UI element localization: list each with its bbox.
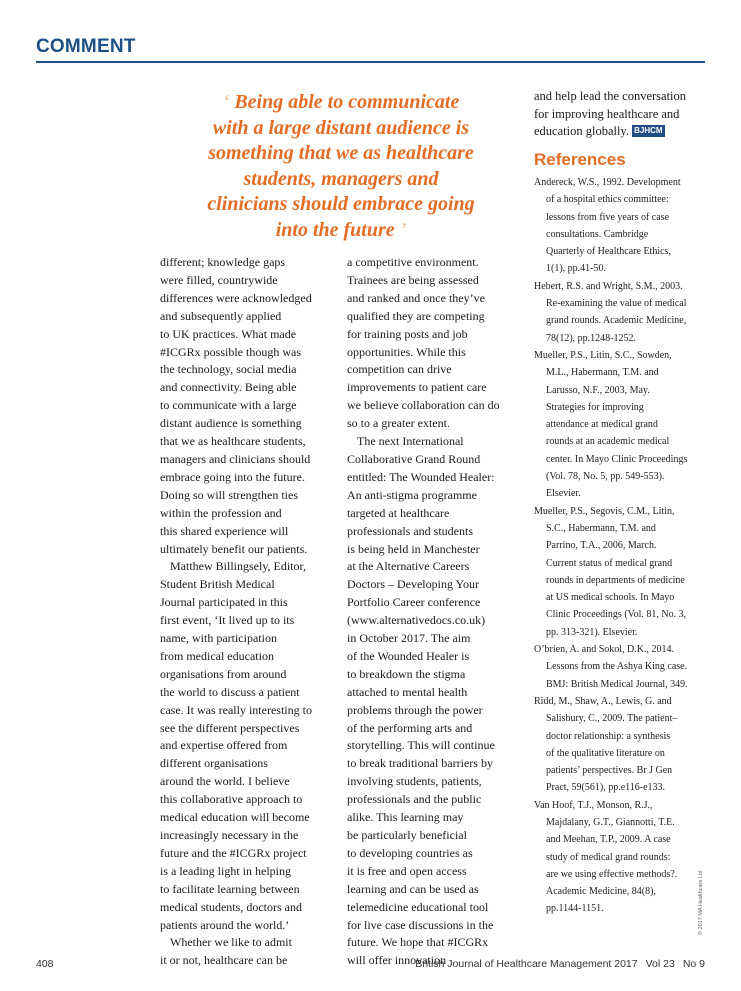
header-divider [36, 61, 705, 63]
text-line: for training posts and job [347, 326, 468, 341]
pull-quote-line [158, 116, 524, 142]
text-line: #ICGRx possible though was [160, 344, 301, 359]
text-line: we believe collaboration can do [347, 398, 500, 413]
text-line: so to a greater extent. [347, 416, 450, 431]
pull-quote [158, 90, 524, 243]
text-line: ultimately benefit our patients. [160, 541, 308, 556]
reference-item [534, 641, 714, 693]
reference-line: study of medical grand rounds: [546, 851, 671, 863]
text-line: future and the #ICGRx project [160, 845, 307, 860]
body-column-3 [534, 88, 709, 141]
journal-issue: No 9 [682, 958, 705, 970]
text-line: from medical education [160, 648, 274, 663]
text-line: organisations from around [160, 666, 287, 681]
pull-quote-text: clinicians should embrace going [207, 193, 475, 215]
text-line: targeted at healthcare [347, 505, 450, 520]
reference-line: of a hospital ethics committee: [546, 194, 669, 206]
text-line: (www.alternativedocs.co.uk) [347, 613, 486, 628]
text-line: future. We hope that #ICGRx [347, 935, 489, 950]
reference-line: Parrino, T.A., 2006, March. [546, 540, 657, 552]
text-line: to facilitate learning between [160, 881, 300, 896]
reference-line: Elsevier. [546, 488, 581, 500]
text-line: this collaborative approach to [160, 792, 303, 807]
reference-line: lessons from five years of case [546, 211, 670, 223]
text-line: The next International [357, 434, 464, 449]
reference-item [534, 693, 714, 797]
text-line: at the Alternative Careers [347, 559, 470, 574]
text-line: it or not, healthcare can be [160, 953, 288, 968]
section-title: COMMENT [36, 36, 136, 57]
text-line: be particularly beneficial [347, 828, 467, 842]
reference-line: Clinic Proceedings (Vol. 81, No. 3, [546, 609, 687, 621]
reference-line: doctor relationship: a synthesis [546, 730, 671, 742]
text-line: professionals and the public [347, 792, 482, 807]
text-line: Doctors – Developing Your [347, 577, 479, 592]
text-line: it is free and open access [347, 863, 467, 878]
pull-quote-text: Being able to communicate [234, 91, 460, 113]
reference-item [534, 347, 714, 503]
text-line: managers and clinicians should [160, 451, 311, 466]
reference-line: O’brien, A. and Sokol, D.K., 2014. [534, 644, 674, 656]
text-line: problems through the power [347, 702, 483, 717]
text-line: medical students, doctors and [160, 899, 302, 914]
pull-quote-text: students, managers and [243, 167, 439, 190]
reference-line: grand rounds. Academic Medicine, [546, 315, 687, 327]
text-line: Trainees are being assessed [347, 272, 479, 287]
pull-quote-line [158, 192, 524, 218]
text-line: see the different perspectives [160, 720, 300, 735]
text-line: embrace going into the future. [160, 469, 305, 484]
text-line: were filled, countrywide [160, 272, 278, 287]
reference-line: pp.1144-1151. [546, 903, 604, 915]
text-line: to breakdown the stigma [347, 666, 466, 681]
reference-item [534, 278, 714, 347]
reference-line: Ridd, M., Shaw, A., Lewis, G. and [534, 695, 672, 707]
text-line: An anti-stigma programme [347, 487, 477, 502]
text-line: storytelling. This will continue [347, 738, 495, 753]
text-line: Doing so will strengthen ties [160, 487, 298, 502]
text-line: Student British Medical [160, 577, 275, 592]
text-line: is being held in Manchester [347, 541, 480, 556]
reference-line: Re-examining the value of medical [546, 298, 687, 310]
reference-line: are we using effective methods?. [546, 868, 678, 880]
reference-line: M.L., Habermann, T.M. and [546, 367, 659, 379]
open-quote-mark: ‘ [222, 91, 230, 113]
text-line: Matthew Billingsely, Editor, [170, 559, 307, 574]
pull-quote-line [158, 218, 524, 244]
text-line: around the world. I believe [160, 774, 290, 789]
pull-quote-text: with a large distant audience is [212, 116, 470, 139]
reference-line: rounds at an academic medical [546, 436, 670, 448]
reference-line: and Meehan, T.P., 2009. A case [546, 834, 671, 846]
text-line: a competitive environment. [347, 255, 479, 269]
reference-line: pp. 313-321). Elsevier. [546, 626, 638, 638]
text-line: and subsequently applied [160, 308, 282, 323]
journal-footer [407, 958, 705, 970]
reference-line: Strategies for improving [546, 401, 644, 413]
text-line: qualified they are competing [347, 308, 485, 323]
text-line [534, 123, 709, 141]
bjhcm-end-mark: BJHCM [634, 126, 663, 135]
close-quote-mark: ’ [399, 218, 407, 241]
text-line: Whether we like to admit [170, 935, 292, 950]
text-line: name, with participation [160, 631, 277, 646]
text-line: telemedicine educational tool [347, 899, 489, 914]
page-number: 408 [36, 958, 54, 970]
text-line: of the Wounded Healer is [347, 648, 470, 663]
reference-line: Quarterly of Healthcare Ethics, [546, 246, 671, 258]
text-line: to communicate with a large [160, 398, 297, 413]
text-line: this shared experience will [160, 523, 289, 538]
reference-line: Salisbury, C., 2009. The patient– [546, 713, 678, 725]
text-line: in October 2017. The aim [347, 631, 471, 646]
text-line: case. It was really interesting to [160, 702, 312, 717]
reference-line: 78(12), pp.1248-1252. [546, 332, 636, 344]
text-line: improvements to patient care [347, 380, 487, 395]
text-line: to break traditional barriers by [347, 756, 493, 771]
text-line-end: education globally. [534, 124, 629, 138]
text-line: first event, ‘It lived up to its [160, 613, 295, 628]
text-line: Journal participated in this [160, 595, 288, 610]
text-line: opportunities. While this [347, 344, 466, 359]
references-heading: References [534, 150, 626, 169]
text-line: involving students, patients, [347, 774, 482, 789]
text-line: and help lead the conversation [534, 89, 687, 103]
reference-line: attendance at medical grand [546, 419, 658, 431]
text-line: alike. This learning may [347, 810, 464, 825]
reference-line: Larusso, N.F., 2003, May. [546, 384, 650, 396]
text-line: for live case discussions in the [347, 917, 494, 932]
text-line: and connectivity. Being able [160, 380, 297, 395]
reference-line: Current status of medical grand [546, 557, 673, 569]
journal-name: British Journal of Healthcare Management 2017 [415, 958, 638, 970]
reference-line: Lessons from the Ashya King case. [546, 661, 688, 673]
reference-line: Mueller, P.S., Litin, S.C., Sowden, [534, 349, 672, 361]
reference-item [534, 797, 714, 918]
body-column-2 [347, 254, 517, 970]
copyright-notice: © 2017 MA Healthcare Ltd [698, 870, 704, 935]
text-line: different; knowledge gaps [160, 255, 286, 269]
pull-quote-text: something that we as healthcare [208, 142, 474, 164]
text-line: to UK practices. What made [160, 326, 297, 341]
reference-line: Andereck, W.S., 1992. Development [534, 177, 681, 188]
pull-quote-text: into the future [275, 218, 395, 241]
text-line: for improving healthcare and [534, 106, 680, 121]
reference-line: center. In Mayo Clinic Proceedings [546, 453, 688, 465]
text-line: and expertise offered from [160, 738, 288, 753]
reference-line: Majdalany, G.T., Giannotti, T.E. [546, 816, 675, 828]
reference-item [534, 503, 714, 641]
reference-line: Mueller, P.S., Segovis, C.M., Litin, [534, 505, 675, 517]
reference-line: Pract, 59(561), pp.e116-e133. [546, 782, 666, 794]
reference-line: Van Hoof, T.J., Monson, R.J., [534, 799, 653, 811]
text-line: and ranked and once they’ve [347, 290, 485, 305]
text-line: distant audience is something [160, 416, 302, 431]
text-line: attached to mental health [347, 684, 468, 699]
text-line: the world to discuss a patient [160, 684, 300, 699]
text-line: increasingly necessary in the [160, 828, 299, 842]
body-column-1 [160, 254, 330, 970]
text-line: the technology, social media [160, 362, 297, 377]
text-line: professionals and students [347, 523, 473, 538]
text-line: is a leading light in helping [160, 863, 291, 878]
reference-line: Hebert, R.S. and Wright, S.M., 2003. [534, 280, 683, 292]
pull-quote-line [158, 90, 524, 116]
text-line: Portfolio Career conference [347, 595, 481, 610]
text-line: competition can drive [347, 362, 452, 377]
text-line: entitled: The Wounded Healer: [347, 469, 495, 484]
references-list [534, 174, 714, 918]
reference-line: patients’ perspectives. Br J Gen [546, 765, 673, 777]
reference-line: of the qualitative literature on [546, 747, 665, 759]
text-line: will offer innovation [347, 953, 447, 968]
pull-quote-line [158, 167, 524, 193]
reference-line: at US medical schools. In Mayo [546, 592, 675, 604]
text-line: different organisations [160, 756, 268, 771]
text-line: to developing countries as [347, 845, 473, 860]
reference-line: S.C., Habermann, T.M. and [546, 522, 656, 534]
text-line: within the profession and [160, 505, 282, 520]
text-line: medical education will become [160, 810, 310, 825]
reference-line: rounds in departments of medicine [546, 574, 685, 586]
text-line: Collaborative Grand Round [347, 451, 481, 466]
text-line: patients around the world.’ [160, 917, 290, 932]
reference-line: consultations. Cambridge [546, 228, 649, 240]
reference-line: (Vol. 78, No. 5, pp. 549-553). [546, 471, 665, 483]
text-line: that we as healthcare students, [160, 434, 306, 449]
reference-line: Academic Medicine, 84(8), [546, 886, 656, 898]
text-line: differences were acknowledged [160, 290, 312, 305]
text-line: learning and can be used as [347, 881, 479, 896]
reference-line: 1(1), pp.41-50. [546, 263, 606, 275]
journal-volume: Vol 23 [645, 958, 675, 970]
text-line: of the performing arts and [347, 720, 473, 735]
reference-line: BMJ: British Medical Journal, 349. [546, 678, 688, 690]
reference-item [534, 174, 714, 278]
pull-quote-line [158, 141, 524, 167]
